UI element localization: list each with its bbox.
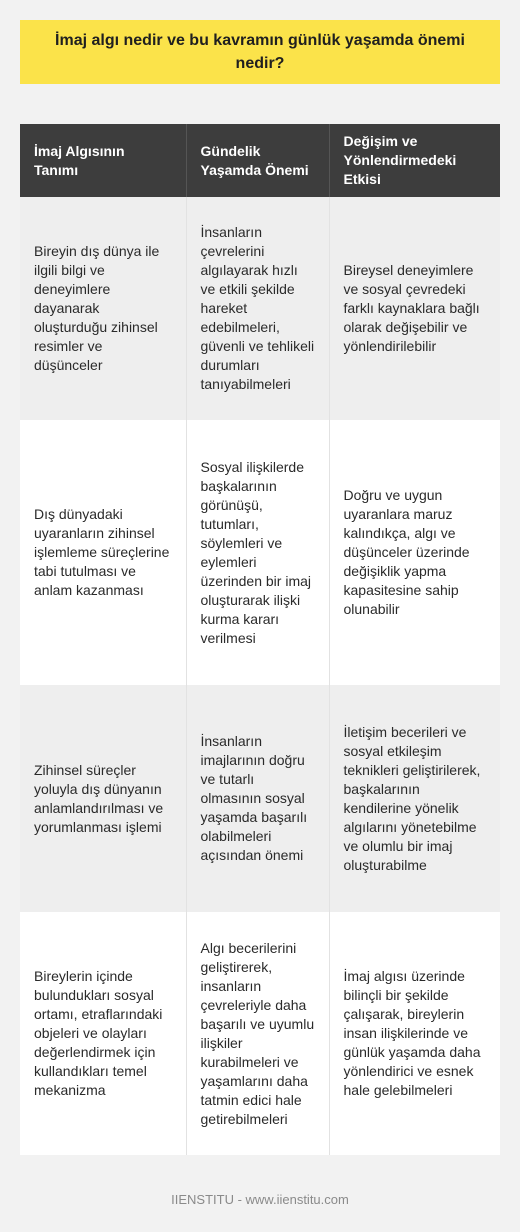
table-row [20, 912, 500, 1155]
table-cell: Bireysel deneyimlere ve sosyal çevredeki farklı kaynaklara bağlı olarak değişebilir ve yönlendirilebilir [329, 197, 500, 420]
table-cell: Algı becerilerini geliştirerek, insanların çevreleriyle daha başarılı ve uyumlu ilişkiler kurabilmeleri ve yaşamlarını daha tatmin edici hale getirebilmeleri [186, 912, 329, 1155]
table-cell: Dış dünyadaki uyaranların zihinsel işlemleme süreçlerine tabi tutulması ve anlam kazanması [20, 420, 186, 685]
table-cell: Sosyal ilişkilerde başkalarının görünüşü, tutumları, söylemleri ve eylemleri üzerinden bir imaj oluşturarak ilişki kurma kararı verilmesi [186, 420, 329, 685]
info-table [20, 124, 500, 1155]
table-cell: Bireyin dış dünya ile ilgili bilgi ve deneyimlere dayanarak oluşturduğu zihinsel resimler ve düşünceler [20, 197, 186, 420]
table-row [20, 197, 500, 420]
table-cell: İnsanların çevrelerini algılayarak hızlı ve etkili şekilde hareket edebilmeleri, güvenli ve tehlikeli durumları tanıyabilmeleri [186, 197, 329, 420]
table-cell: Bireylerin içinde bulundukları sosyal ortamı, etraflarındaki objeleri ve olayları değerlendirmek için kullandıkları temel mekanizma [20, 912, 186, 1155]
footer-credit: IIENSTITU - www.iienstitu.com [171, 1192, 349, 1207]
column-header-effect: Değişim ve Yönlendirmedeki Etkisi [329, 124, 500, 197]
table-cell: İmaj algısı üzerinde bilinçli bir şekilde çalışarak, bireylerin insan ilişkilerinde ve günlük yaşamda daha yönlendirici ve esnek hale gelebilmeleri [329, 912, 500, 1155]
page-title: İmaj algı nedir ve bu kavramın günlük yaşamda önemi nedir? [55, 32, 465, 72]
column-header-definition: İmaj Algısının Tanımı [20, 124, 186, 197]
table-cell: Doğru ve uygun uyaranlara maruz kalındıkça, algı ve düşünceler üzerinde değişiklik yapma kapasitesine sahip olunabilir [329, 420, 500, 685]
column-header-importance: Gündelik Yaşamda Önemi [186, 124, 329, 197]
table-row [20, 420, 500, 685]
table-cell: Zihinsel süreçler yoluyla dış dünyanın anlamlandırılması ve yorumlanması işlemi [20, 685, 186, 912]
title-banner [20, 20, 500, 84]
table-header-row [20, 124, 500, 197]
table-cell: İletişim becerileri ve sosyal etkileşim teknikleri geliştirilerek, başkalarının kendilerine yönelik algılarını yönetebilme ve olumlu bir imaj oluşturabilme [329, 685, 500, 912]
table-cell: İnsanların imajlarının doğru ve tutarlı olmasının sosyal yaşamda başarılı olabilmeleri açısından önemi [186, 685, 329, 912]
table-row [20, 685, 500, 912]
